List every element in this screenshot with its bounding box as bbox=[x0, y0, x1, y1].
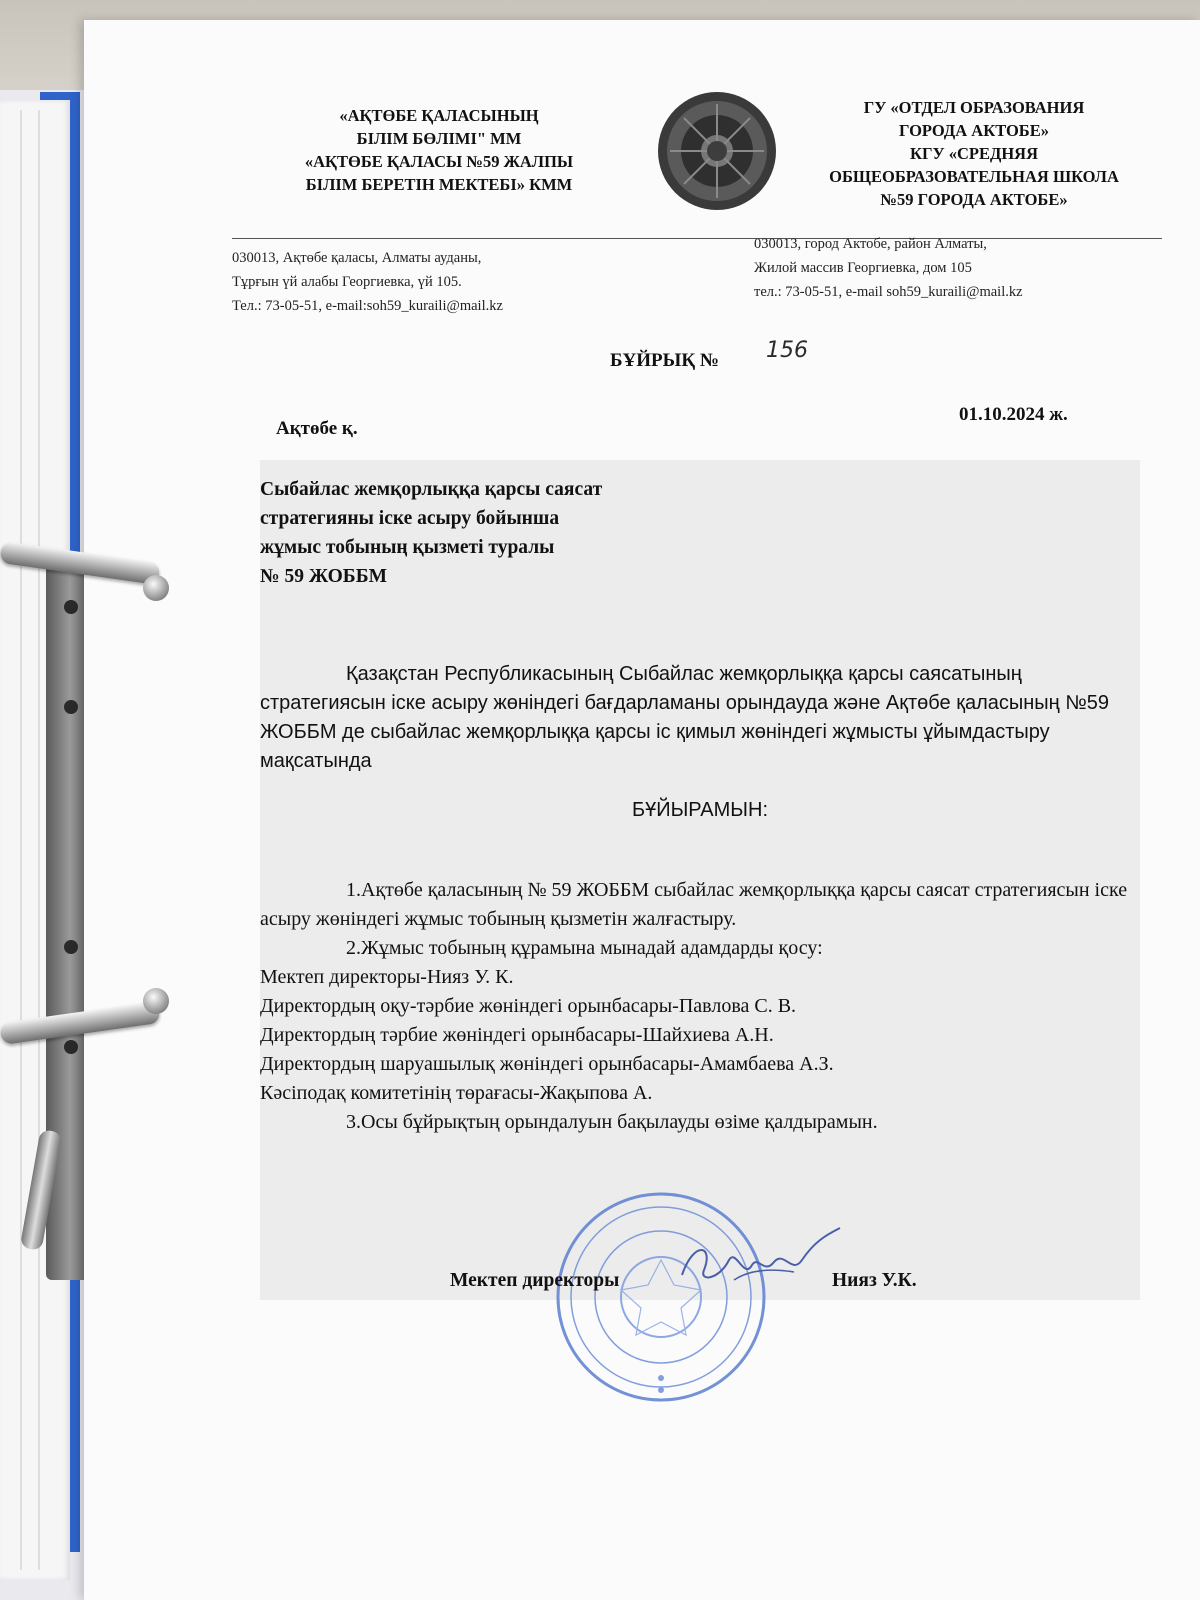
address-line: 030013, Ақтөбе қаласы, Алматы ауданы, bbox=[232, 250, 482, 266]
order-command: БҰЙЫРАМЫН: bbox=[631, 799, 769, 821]
document-page bbox=[84, 20, 1200, 1600]
member-line: Директордың шаруашылық жөніндегі орынбасары-Амамбаева А.З. bbox=[260, 1053, 834, 1075]
order-city: Ақтөбе қ. bbox=[276, 418, 358, 439]
order-item-2: 2.Жұмыс тобының құрамына мынадай адамдарды қосу: bbox=[346, 937, 823, 959]
member-line: Директордың тәрбие жөніндегі орынбасары-Шайхиева А.Н. bbox=[260, 1024, 774, 1046]
order-items bbox=[260, 876, 1140, 1137]
binder-hole bbox=[64, 700, 78, 714]
binder-hole bbox=[64, 940, 78, 954]
handwritten-signature-icon bbox=[674, 1220, 844, 1300]
binder-ring-cap bbox=[143, 988, 169, 1014]
member-line: Кәсіподақ комитетінің төрағасы-Жақыпова А. bbox=[260, 1082, 653, 1104]
header-left-line: БІЛІМ БЕРЕТІН МЕКТЕБІ» КММ bbox=[305, 175, 573, 194]
order-item-3: 3.Осы бұйрықтың орындалуын бақылауды өзіме қалдырамын. bbox=[346, 1111, 878, 1133]
page-edge-line bbox=[38, 110, 40, 1570]
member-line: Мектеп директоры-Нияз У. К. bbox=[260, 966, 514, 988]
subject-line: жұмыс тобының қызметі туралы bbox=[260, 537, 555, 558]
header-right-line: ОБЩЕОБРАЗОВАТЕЛЬНАЯ ШКОЛА bbox=[829, 167, 1119, 186]
signature-position: Мектеп директоры bbox=[450, 1270, 620, 1291]
order-title: БҰЙРЫҚ № bbox=[610, 350, 719, 371]
address-left bbox=[232, 246, 503, 318]
order-item-1: 1.Ақтөбе қаласының № 59 ЖОББМ сыбайлас жемқорлыққа қарсы саясат стратегиясын іске асыру жөніндегі жұмыс тобының қызметін жалғастыру. bbox=[260, 879, 1128, 930]
address-line: Тел.: 73-05-51, e-mail:soh59_kuraili@mail.kz bbox=[232, 298, 503, 314]
order-subject bbox=[260, 475, 602, 591]
member-line: Директордың оқу-тәрбие жөніндегі орынбасары-Павлова С. В. bbox=[260, 995, 797, 1017]
order-preamble: Қазақстан Республикасының Сыбайлас жемқорлыққа қарсы саясатының стратегиясын іске асыру жөніндегі бағдарламаны орындауда және Ақтөбе қаласының №59 ЖОББМ де сыбайлас жемқорлыққа қарсы іс қимыл жөніндегі жұмысты ұйымдастыру мақсатында bbox=[260, 663, 1109, 772]
subject-line: стратегияны іске асыру бойынша bbox=[260, 508, 560, 529]
page-edge-line bbox=[20, 110, 22, 1570]
header-left-line: БІЛІМ БӨЛІМІ" ММ bbox=[356, 129, 522, 148]
header-left-kazakh bbox=[264, 104, 614, 196]
header-left-line: «АҚТӨБЕ ҚАЛАСЫНЫҢ bbox=[339, 106, 539, 125]
order-number-handwritten: 156 bbox=[766, 338, 808, 363]
header-right-line: ГУ «ОТДЕЛ ОБРАЗОВАНИЯ bbox=[863, 98, 1085, 117]
order-date: 01.10.2024 ж. bbox=[959, 404, 1068, 425]
binder-ring-cap bbox=[143, 575, 169, 601]
address-line: Тұрғын үй алабы Георгиевка, үй 105. bbox=[232, 274, 462, 290]
address-right bbox=[754, 232, 1023, 304]
binder-hole bbox=[64, 1040, 78, 1054]
subject-line: № 59 ЖОББМ bbox=[260, 566, 387, 587]
address-line: тел.: 73-05-51, e-mail soh59_kuraili@mail.kz bbox=[754, 284, 1023, 300]
order-preamble-block bbox=[260, 660, 1140, 843]
header-right-line: №59 ГОРОДА АКТОБЕ» bbox=[880, 190, 1068, 209]
signature-name: Нияз У.К. bbox=[832, 1270, 917, 1291]
address-line: 030013, город Актобе, район Алматы, bbox=[754, 236, 987, 252]
binder-hole bbox=[64, 600, 78, 614]
header-right-russian bbox=[784, 96, 1164, 211]
header-left-line: «АҚТӨБЕ ҚАЛАСЫ №59 ЖАЛПЫ bbox=[304, 152, 574, 171]
subject-line: Сыбайлас жемқорлыққа қарсы саясат bbox=[260, 479, 603, 500]
header-right-line: КГУ «СРЕДНЯЯ bbox=[910, 144, 1038, 163]
address-line: Жилой массив Георгиевка, дом 105 bbox=[754, 260, 972, 276]
header-right-line: ГОРОДА АКТОБЕ» bbox=[899, 121, 1049, 140]
kazakhstan-state-emblem-icon bbox=[656, 90, 778, 212]
